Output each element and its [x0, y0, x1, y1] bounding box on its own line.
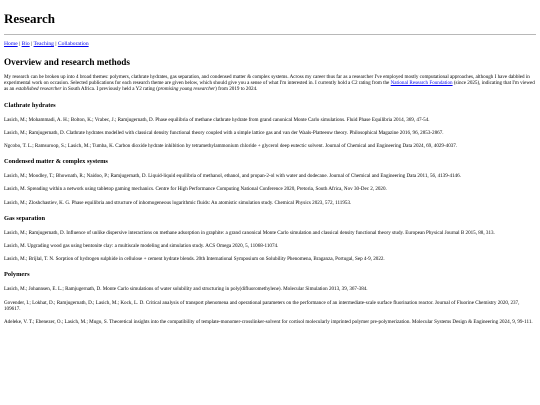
section-condensed-matter — [4, 158, 536, 206]
publication-item: Lasich, M. Upgrading wood gas using bentonite clay: a multiscale modeling and simulation study. ACS Omega 2020, 5, 11068-11074. — [4, 243, 279, 250]
overview-emphasis: promising young researcher — [157, 86, 216, 93]
overview-text: (since 2025), indicating that I'm viewed as an — [4, 80, 535, 93]
page-title: Research — [4, 11, 56, 26]
section-heading: Clathrate hydrates — [4, 101, 56, 109]
nrf-link[interactable]: National Research Foundation — [390, 80, 453, 87]
overview-heading: Overview and research methods — [4, 57, 130, 67]
publication-item: Govender, I.; Lokhat, D.; Ramjugernath, D.; Lasich, M.; Kock, L. D. Critical analysis of transport phenomena and operational parameters on the performance of an intermediate-scale surface fluorination reactor. Journal of Fluorine Chemistry 2020, 237, 109617. — [4, 299, 520, 312]
section-heading: Gas separation — [4, 214, 46, 222]
nav-link-bio[interactable]: Bio — [21, 41, 30, 47]
top-nav — [4, 40, 536, 48]
publication-item: Lasich, M.; Johannsen, E. L.; Ramjugernath, D. Monte Carlo simulations of water solubility and structuring in poly(difluoromethylene). Molecular Simulation 2013, 39, 367-384. — [4, 286, 368, 293]
section-polymers — [4, 271, 536, 325]
overview-text: in South Africa. I previously held a Y2 rating ( — [61, 86, 158, 93]
nav-link-collaboration[interactable]: Collaboration — [57, 41, 89, 47]
publication-item: Ngcobo, T. L.; Ramsuroop, S.; Lasich, M.; Tumba, K. Carbon dioxide hydrate inhibition by tetramethylammonium chloride + glycerol deep eutectic solvent. Journal of Chemical and Engineering Data 2024, 69, 4029-4037. — [4, 143, 458, 150]
overview-emphasis: established researcher — [15, 86, 62, 93]
publication-item: Lasich, M.; Ramjugernath, D. Clathrate hydrates modelled with classical density functional theory coupled with a simple lattice gas and van der Waals-Platteeuw theory. Philosophical Magazine 2016, 96, 2853-2867. — [4, 129, 444, 136]
publication-item: Lasich, M.; Zloshchastiev, K. G. Phase equilibria and structure of inhomogeneous logarithmic fluids: An atomistic simulation study. Chemical Physics 2023, 572, 111953. — [4, 199, 352, 206]
overview-paragraph — [4, 74, 536, 93]
nav-separator: | — [29, 41, 34, 47]
publication-item: Lasich, M.; Brijlal, T. N. Sorption of hydrogen sulphide in cellulose + cement hydrate blends. 20th International Symposium on Solubility Phenomena, Braganza, Portugal, Sep 4-9, 2022. — [4, 256, 385, 263]
nav-link-home[interactable]: Home — [4, 41, 18, 47]
section-heading: Condensed matter & complex systems — [4, 158, 108, 166]
nav-separator: | — [17, 41, 22, 47]
nav-separator: | — [53, 41, 58, 47]
nav-link-teaching[interactable]: Teaching — [33, 41, 54, 47]
publication-item: Lasich, M.; Moodley, T.; Bhownath, R.; Naidoo, P.; Ramjugernath, D. Liquid-liquid equilibria of methanol, ethanol, and propan-2-ol with water and dodecane. Journal of Chemical and Engineering Data 2011, 56, 4139-4146. — [4, 173, 461, 180]
section-gas-separation — [4, 215, 536, 263]
publication-item: Lasich, M.; Ramjugernath, D. Influence of unlike dispersive interactions on methane adsorption in graphite: a grand canonical Monte Carlo simulation and classical density functional theory study. European Physical Journal B 2015, 88, 313. — [4, 229, 495, 236]
publication-item: Adeleke, V. T.; Ebenezer, O.; Lasich, M.; Mugo, S. Theoretical insights into the compatibility of template-monomer-crosslinker-solvent for cortisol molecularly imprinted polymer pre-polymerization. Molecular Systems Design & Engineering 2024, 9, 99-111. — [4, 319, 533, 326]
publication-item: Lasich, M. Spreading within a network using tabletop gaming mechanics. Centre for High Performance Computing National Conference 2020, Pretoria, South Africa, Nov 30-Dec 2, 2020. — [4, 186, 387, 193]
overview-text: My research can be broken up into 4 broad themes: polymers, clathrate hydrates, gas separation, and condensed matter & complex systems. Across my career thus far as a researcher I've employed mostly computational approaches, although I have dabbled in experimental work on occasion. Selected publications for each research theme are given below, which should give you a sense of what I'm interested in. I currently hold a C2 rating from the — [4, 74, 530, 87]
overview-text: ) from 2019 to 2024. — [215, 86, 258, 93]
title-divider — [4, 34, 536, 35]
publication-item: Lasich, M.; Mohammadi, A. H.; Bolton, K.; Vrabec, J.; Ramjugernath, D. Phase equilibria of methane clathrate hydrate from grand canonical Monte Carlo simulations. Fluid Phase Equilibria 2014, 369, 47-54. — [4, 116, 430, 123]
section-heading: Polymers — [4, 271, 30, 279]
section-clathrate-hydrates — [4, 102, 536, 150]
